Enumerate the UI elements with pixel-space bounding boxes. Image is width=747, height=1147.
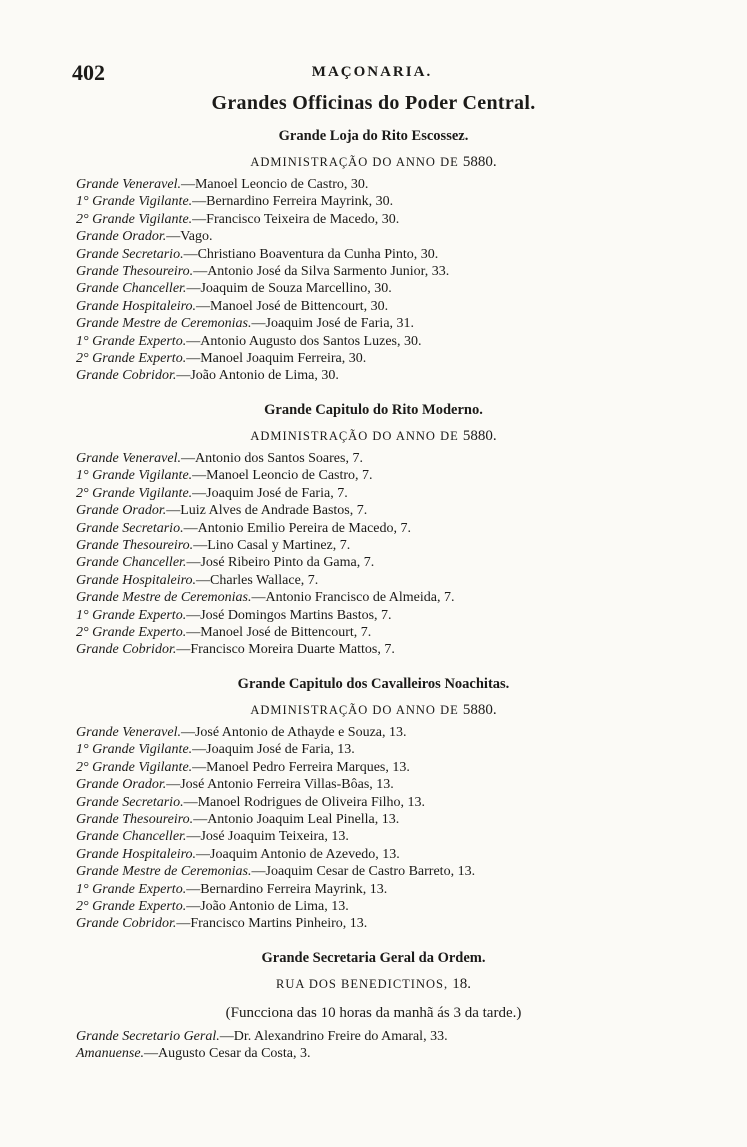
officer-entry: [76, 624, 747, 641]
officer-list: [0, 450, 747, 659]
section-grande-loja: [0, 124, 747, 385]
officer-entry: [76, 572, 747, 589]
officer-entry: [76, 589, 747, 606]
officer-role: 1° Grande Vigilante.: [76, 742, 193, 758]
officer-role: Grande Secretario Geral.: [76, 1029, 220, 1044]
officer-name: —Vago.: [166, 229, 213, 245]
officer-name: —João Antonio de Lima, 13.: [186, 898, 349, 914]
officer-role: Grande Thesoureiro.: [76, 263, 194, 279]
officer-role: Grande Cobridor.: [76, 642, 177, 658]
officer-entry: [76, 898, 747, 915]
officer-list: [0, 176, 747, 385]
officer-role: Grande Veneravel.: [76, 725, 181, 740]
officer-name: —Joaquim José de Faria, 31.: [251, 316, 415, 332]
officer-name: —Luiz Alves de Andrade Bastos, 7.: [166, 503, 368, 519]
officer-name: —Manoel Leoncio de Castro, 30.: [180, 177, 369, 192]
officer-entry: [76, 759, 747, 776]
officer-name: —Francisco Teixeira de Macedo, 30.: [192, 211, 400, 227]
officer-role: Grande Secretario.: [76, 520, 184, 536]
officer-entry: [76, 350, 747, 367]
section-subtitle: [0, 422, 747, 450]
officer-entry: [76, 846, 747, 863]
officer-entry: [76, 228, 747, 245]
officer-entry: [76, 193, 747, 210]
subtitle-text: ADMINISTRAÇÃO DO ANNO DE: [250, 429, 459, 443]
page-header: [72, 60, 672, 90]
officer-role: 2° Grande Experto.: [76, 350, 187, 366]
officer-name: —Manoel Joaquim Ferreira, 30.: [186, 350, 367, 366]
officer-name: —José Ribeiro Pinto da Gama, 7.: [186, 555, 375, 571]
section-title: Grande Capitulo do Rito Moderno.: [264, 402, 483, 418]
officer-role: Grande Mestre de Ceremonias.: [76, 864, 252, 880]
officer-role: Grande Chanceller.: [76, 281, 187, 297]
subtitle-text: ADMINISTRAÇÃO DO ANNO DE: [250, 703, 459, 717]
officer-role: Grande Hospitaleiro.: [76, 846, 197, 862]
officer-entry: [76, 1045, 747, 1062]
officer-entry: [76, 263, 747, 280]
officer-name: —José Antonio de Athayde e Souza, 13.: [180, 725, 407, 740]
officer-entry: [76, 863, 747, 880]
officer-entry: [76, 367, 747, 384]
officer-name: —Antonio Emilio Pereira de Macedo, 7.: [183, 520, 412, 536]
officer-role: Grande Orador.: [76, 777, 167, 793]
officer-entry: [76, 176, 747, 193]
officer-role: Grande Orador.: [76, 229, 167, 245]
section-subtitle: [0, 970, 747, 998]
officer-entry: [76, 881, 747, 898]
officer-role: 2° Grande Vigilante.: [76, 211, 193, 227]
subtitle-year: 5880.: [462, 428, 497, 444]
officer-entry: [76, 315, 747, 332]
officer-name: —Manoel Pedro Ferreira Marques, 13.: [192, 759, 410, 775]
page-number: 402: [72, 60, 105, 85]
opening-hours-note: (Funcciona das 10 horas da manhã ás 3 da tarde.): [225, 1005, 522, 1021]
officer-role: 2° Grande Vigilante.: [76, 759, 193, 775]
officer-entry: [76, 450, 747, 467]
officer-name: —José Joaquim Teixeira, 13.: [186, 829, 349, 845]
officer-name: —Lino Casal y Martinez, 7.: [193, 537, 351, 553]
officer-role: 1° Grande Experto.: [76, 881, 187, 897]
officer-entry: [76, 828, 747, 845]
officer-role: 1° Grande Vigilante.: [76, 194, 193, 210]
officer-entry: [76, 607, 747, 624]
officer-entry: [76, 280, 747, 297]
officer-entry: [76, 520, 747, 537]
officer-entry: [76, 724, 747, 741]
officer-name: —Manoel Leoncio de Castro, 7.: [192, 468, 373, 484]
officer-role: 1° Grande Experto.: [76, 607, 187, 623]
officer-name: —Antonio Francisco de Almeida, 7.: [251, 590, 455, 606]
section-capitulo-moderno: [0, 398, 747, 659]
officer-entry: [76, 811, 747, 828]
subtitle-year: 18.: [452, 976, 471, 992]
subtitle-text: RUA DOS BENEDICTINOS,: [276, 977, 449, 991]
officer-name: —Manoel Rodrigues de Oliveira Filho, 13.: [183, 794, 426, 810]
officer-role: 2° Grande Experto.: [76, 898, 187, 914]
section-title: Grande Loja do Rito Escossez.: [278, 128, 469, 144]
officer-entry: [76, 1028, 747, 1045]
officer-entry: [76, 776, 747, 793]
officer-name: —Bernardino Ferreira Mayrink, 30.: [192, 194, 394, 210]
officer-role: Grande Secretario.: [76, 794, 184, 810]
officer-role: Grande Orador.: [76, 503, 167, 519]
officer-entry: [76, 333, 747, 350]
subtitle-year: 5880.: [462, 702, 497, 718]
officer-name: —Joaquim de Souza Marcellino, 30.: [186, 281, 392, 297]
section-title: Grande Secretaria Geral da Ordem.: [261, 950, 486, 966]
officer-name: —Francisco Moreira Duarte Mattos, 7.: [176, 642, 395, 658]
officer-role: Grande Veneravel.: [76, 177, 181, 192]
officer-name: —Joaquim Antonio de Azevedo, 13.: [196, 846, 400, 862]
officer-role: 2° Grande Vigilante.: [76, 485, 193, 501]
officer-name: —Bernardino Ferreira Mayrink, 13.: [186, 881, 388, 897]
officer-entry: [76, 537, 747, 554]
officer-name: —Antonio Joaquim Leal Pinella, 13.: [193, 811, 400, 827]
officer-name: —Charles Wallace, 7.: [196, 572, 319, 588]
officer-role: Amanuense.: [76, 1046, 145, 1062]
subtitle-year: 5880.: [462, 154, 497, 170]
officer-name: —Manoel José de Bittencourt, 7.: [186, 624, 372, 640]
officer-entry: [76, 554, 747, 571]
officer-role: Grande Mestre de Ceremonias.: [76, 590, 252, 606]
officer-role: 1° Grande Vigilante.: [76, 468, 193, 484]
officer-name: —Augusto Cesar da Costa, 3.: [144, 1046, 311, 1062]
officer-role: 2° Grande Experto.: [76, 624, 187, 640]
officer-list: [0, 724, 747, 933]
officer-role: Grande Secretario.: [76, 246, 184, 262]
officer-name: —João Antonio de Lima, 30.: [176, 368, 339, 384]
section-title: Grande Capitulo dos Cavalleiros Noachitas.: [237, 676, 510, 692]
running-head: MAÇONARIA.: [311, 64, 433, 80]
officer-role: Grande Hospitaleiro.: [76, 298, 197, 314]
officer-role: Grande Cobridor.: [76, 368, 177, 384]
main-title: Grandes Officinas do Poder Central.: [211, 92, 536, 114]
officer-role: Grande Veneravel.: [76, 451, 181, 466]
officer-name: —Dr. Alexandrino Freire do Amaral, 33.: [219, 1029, 448, 1044]
officer-entry: [76, 211, 747, 228]
officer-role: 1° Grande Experto.: [76, 333, 187, 349]
officer-entry: [76, 502, 747, 519]
officer-role: Grande Cobridor.: [76, 916, 177, 932]
officer-entry: [76, 641, 747, 658]
officer-name: —Christiano Boaventura da Cunha Pinto, 30.: [183, 246, 439, 262]
officer-name: —Francisco Martins Pinheiro, 13.: [176, 916, 368, 932]
officer-role: Grande Thesoureiro.: [76, 537, 194, 553]
officer-name: —Antonio José da Silva Sarmento Junior, 33.: [193, 263, 450, 279]
officer-name: —José Antonio Ferreira Villas-Bôas, 13.: [166, 777, 394, 793]
officer-role: Grande Chanceller.: [76, 829, 187, 845]
section-secretaria-geral: [0, 946, 747, 1063]
officer-entry: [76, 485, 747, 502]
subtitle-text: ADMINISTRAÇÃO DO ANNO DE: [250, 155, 459, 169]
officer-role: Grande Mestre de Ceremonias.: [76, 316, 252, 332]
officer-entry: [76, 915, 747, 932]
officer-role: Grande Thesoureiro.: [76, 811, 194, 827]
officer-entry: [76, 794, 747, 811]
officer-name: —Joaquim José de Faria, 7.: [192, 485, 348, 501]
section-subtitle: [0, 696, 747, 724]
officer-role: Grande Hospitaleiro.: [76, 572, 197, 588]
officer-name: —Manoel José de Bittencourt, 30.: [196, 298, 389, 314]
section-capitulo-noachitas: [0, 672, 747, 933]
officer-name: —José Domingos Martins Bastos, 7.: [186, 607, 392, 623]
officer-entry: [76, 246, 747, 263]
officer-role: Grande Chanceller.: [76, 555, 187, 571]
section-subtitle: [0, 148, 747, 176]
officer-name: —Antonio dos Santos Soares, 7.: [180, 451, 363, 466]
officer-name: —Antonio Augusto dos Santos Luzes, 30.: [186, 333, 422, 349]
officer-entry: [76, 741, 747, 758]
officer-name: —Joaquim Cesar de Castro Barreto, 13.: [251, 864, 476, 880]
officer-list: [0, 1028, 747, 1063]
officer-name: —Joaquim José de Faria, 13.: [192, 742, 355, 758]
officer-entry: [76, 298, 747, 315]
officer-entry: [76, 467, 747, 484]
